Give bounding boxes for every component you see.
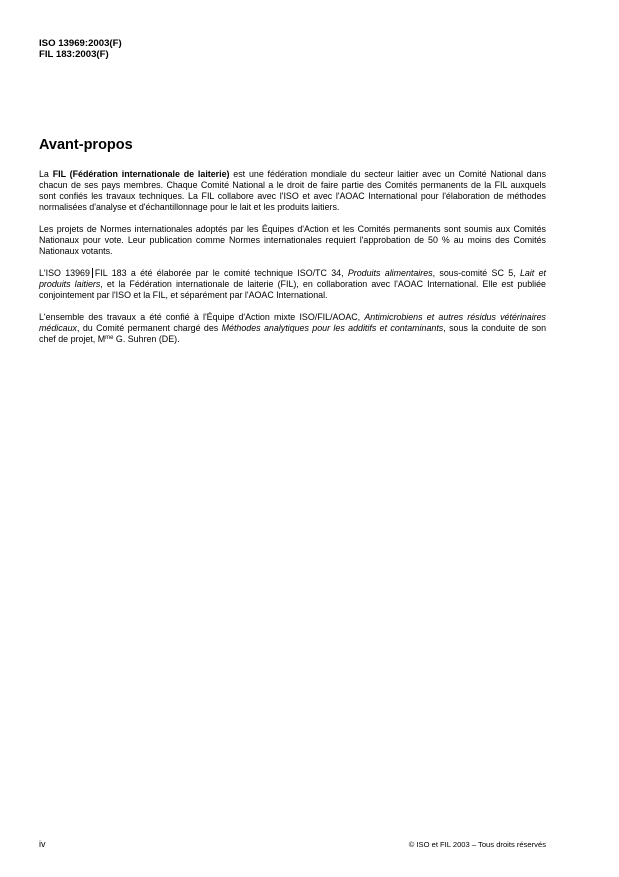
page-title: Avant-propos [39,137,133,153]
paragraph-work-team [39,312,546,345]
paragraph-voting: Les projets de Normes internationales adoptés par les Équipes d'Action et les Comités permanents sont soumis aux Comités Nationaux pour vote. Leur publication comme Normes internationales requiert l'approbation de 50 % au moins des Comités Nationaux votants. [39,224,546,256]
header-iso-number: ISO 13969:2003(F) [39,38,122,49]
p3-iso-ref: L'ISO 13969 [39,268,90,278]
header-fil-number: FIL 183:2003(F) [39,49,109,60]
p4-text-a: L'ensemble des travaux a été confié à l'Équipe d'Action mixte ISO/FIL/AOAC, [39,312,365,322]
p3-italic-milk: Lait et produits laitiers [39,268,546,289]
foreword-body [39,169,546,356]
p4-italic-methods: Méthodes analytiques pour les additifs et contaminants [221,323,444,333]
p4-italic-antimicrobials: Antimicrobiens et autres résidus vétérinaires médicaux [39,312,546,333]
paragraph-preparation [39,268,546,301]
p4-superscript: me [105,335,114,341]
p3-italic-food: Produits alimentaires [347,268,433,278]
p4-text-g: G. Suhren (DE). [113,334,180,344]
p1-text-c: est une fédération mondiale du secteur laitier avec un Comité National dans chacun de ses pays membres. Chaque Comité National a le droit de faire partie des Comités permanents de la FIL auxquels sont confiés les travaux techniques. La FIL collabore avec l'ISO et avec l'AOAC International pour l'élaboration de méthodes normalisées d'analyse et d'échantillonnage pour le lait et les produits laitiers. [39,169,547,212]
copyright-notice: © ISO et FIL 2003 – Tous droits réservés [408,840,546,849]
p3-text-d: , sous-comité SC 5, [432,268,520,278]
p3-text-f: , et la Fédération internationale de laiterie (FIL), en collaboration avec l'AOAC International. Elle est publiée conjointement par l'ISO et la FIL, et séparément par l'AOAC International. [39,279,546,300]
paragraph-fil-intro [39,169,546,213]
p4-text-c: , du Comité permanent chargé des [76,323,222,333]
page-number: iv [39,839,46,849]
p1-bold-fil: FIL (Fédération internationale de laiterie) [52,169,230,179]
document-header [39,38,122,60]
p3-text-b: FIL 183 a été élaborée par le comité technique ISO/TC 34, [92,268,348,278]
p1-text-a: La [39,169,53,179]
p4-text-e: , sous la conduite de son chef de projet, M [39,323,547,344]
